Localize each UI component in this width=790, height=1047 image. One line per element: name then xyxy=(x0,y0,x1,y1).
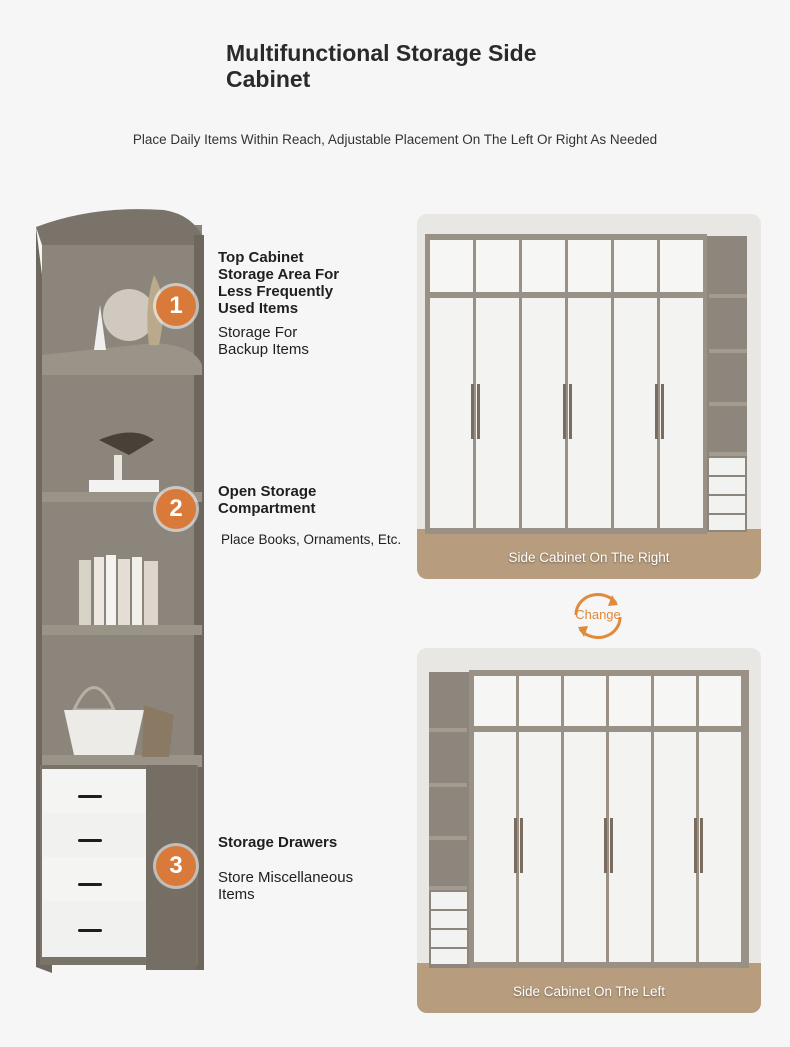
callout-heading-1-text: Top Cabinet Storage Area For Less Frequently Used Items xyxy=(218,249,340,317)
callout-detail-2: Place Books, Ornaments, Etc. xyxy=(221,532,402,547)
change-indicator xyxy=(568,591,628,641)
callout-heading-3 xyxy=(218,834,378,851)
callout-detail-1: Storage For Backup Items xyxy=(218,324,309,358)
callout-badge-1: 1 xyxy=(156,286,196,326)
wardrobe-left-drawing xyxy=(417,648,761,1013)
callout-heading-1 xyxy=(218,249,358,317)
caption-right: Side Cabinet On The Right xyxy=(508,550,670,565)
page-title: Multifunctional Storage Side Cabinet xyxy=(226,40,537,92)
page-subtitle: Place Daily Items Within Reach, Adjustable Placement On The Left Or Right As Needed xyxy=(132,132,658,147)
callout-heading-3-text: Storage Drawers xyxy=(218,834,338,851)
callout-heading-2 xyxy=(218,483,338,517)
callout-badge-2: 2 xyxy=(156,489,196,529)
wardrobe-right-drawing xyxy=(417,214,761,579)
callout-badge-3: 3 xyxy=(156,846,196,886)
wardrobe-photo-left xyxy=(417,648,761,1013)
callout-detail-3: Store Miscellaneous Items xyxy=(218,869,354,903)
caption-left: Side Cabinet On The Left xyxy=(512,984,666,999)
change-label: Change xyxy=(575,607,621,622)
callout-heading-2-text: Open Storage Compartment xyxy=(218,483,317,517)
wardrobe-photo-right xyxy=(417,214,761,579)
